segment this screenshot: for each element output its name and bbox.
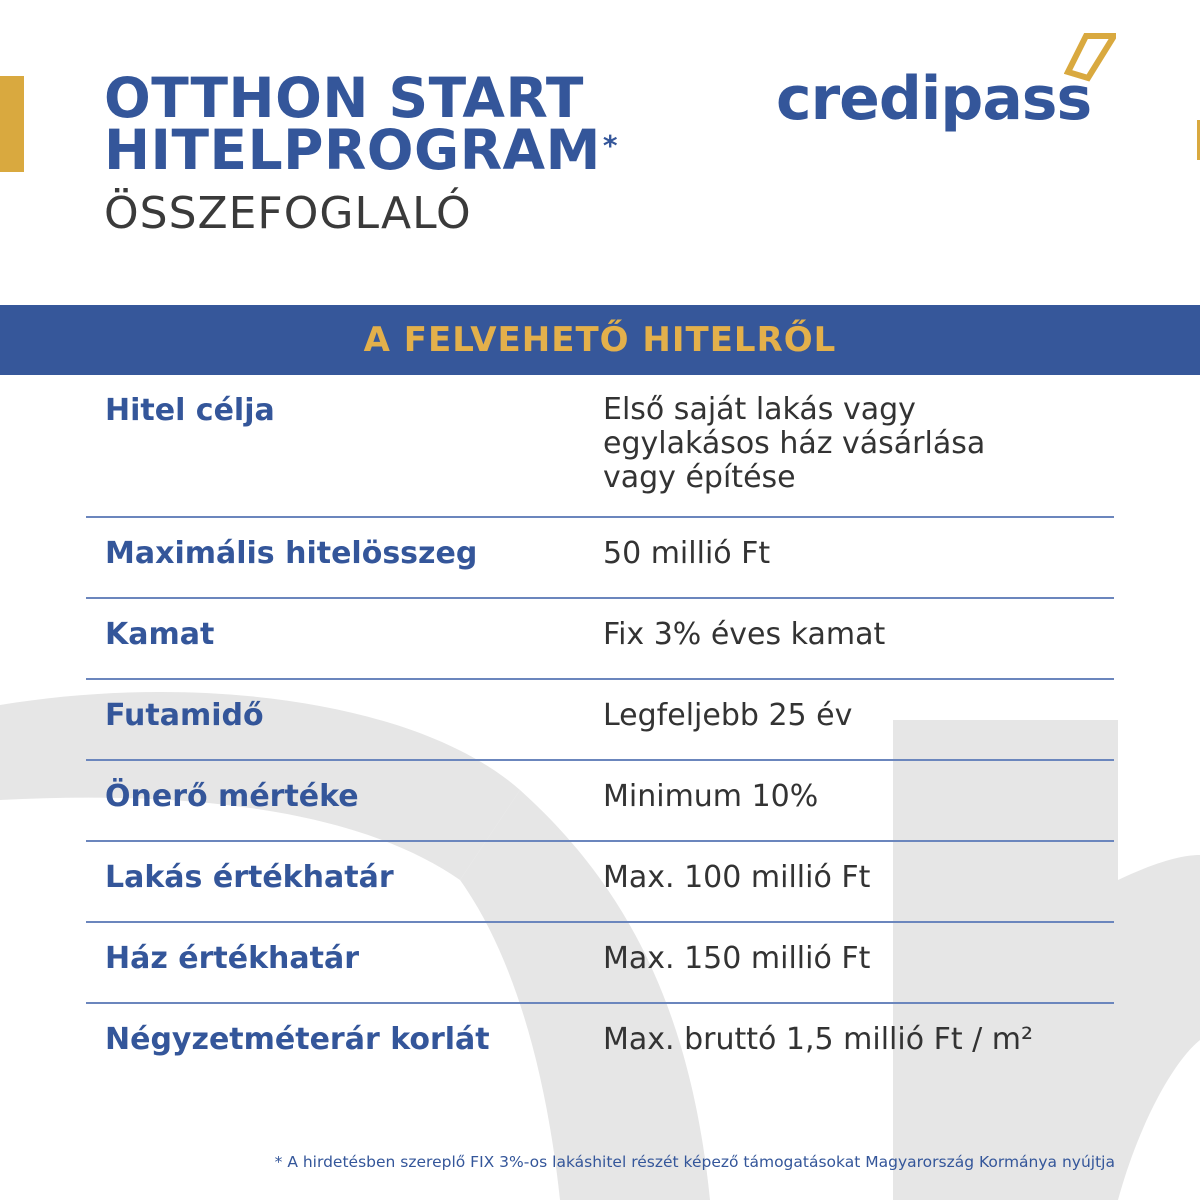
table-row (86, 375, 1114, 518)
row-label: Négyzetméterár korlát (105, 1022, 490, 1057)
logo-wordmark: credipass (776, 64, 1092, 134)
gold-accent-bar (0, 76, 24, 172)
row-label: Önerő mértéke (105, 779, 359, 814)
section-title: A FELVEHETŐ HITELRŐL (363, 320, 837, 360)
row-value: Legfeljebb 25 év (603, 698, 853, 733)
table-row (86, 599, 1114, 680)
row-label: Kamat (105, 617, 215, 652)
row-value: Max. bruttó 1,5 millió Ft / m² (603, 1022, 1034, 1057)
table-row (86, 923, 1114, 1004)
gold-kite-icon (1064, 30, 1116, 86)
footnote: * A hirdetésben szereplő FIX 3%-os lakáshitel részét képező támogatásokat Magyarország Kormánya nyújtja (274, 1153, 1115, 1171)
row-label: Lakás értékhatár (105, 860, 394, 895)
title-line-2 (104, 118, 618, 182)
row-label: Maximális hitelösszeg (105, 536, 478, 571)
title-line-2-text: HITELPROGRAM (104, 118, 601, 182)
table-row (86, 518, 1114, 599)
loan-summary-table (86, 375, 1114, 1085)
row-label: Futamidő (105, 698, 264, 733)
row-value: 50 millió Ft (603, 536, 771, 571)
table-row (86, 1004, 1114, 1085)
title-asterisk: * (602, 129, 618, 162)
row-value: Fix 3% éves kamat (603, 617, 886, 652)
table-row (86, 680, 1114, 761)
row-label: Hitel célja (105, 393, 275, 428)
credipass-logo (776, 30, 1116, 140)
row-value: Első saját lakás vagy egylakásos ház vásárlása vagy építése (603, 392, 986, 495)
page-title (104, 66, 618, 240)
page-subtitle: ÖSSZEFOGLALÓ (104, 188, 472, 239)
section-header-band (0, 305, 1200, 375)
title-line-1: OTTHON START (104, 66, 584, 130)
row-label: Ház értékhatár (105, 941, 360, 976)
row-value: Minimum 10% (603, 779, 819, 814)
table-row (86, 761, 1114, 842)
row-value: Max. 100 millió Ft (603, 860, 871, 895)
table-row (86, 842, 1114, 923)
row-value: Max. 150 millió Ft (603, 941, 871, 976)
